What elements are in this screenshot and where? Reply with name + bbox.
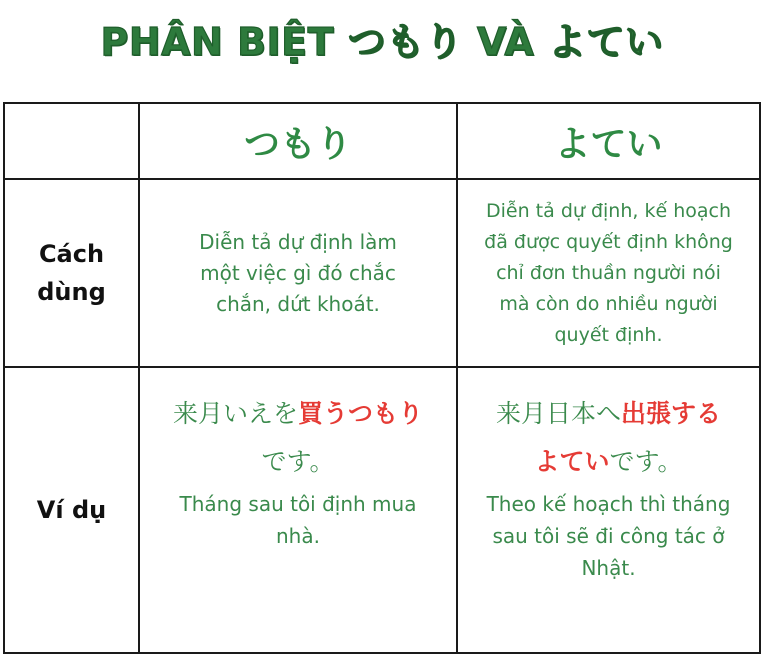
usage-yotei-line: chỉ đơn thuần người nói bbox=[496, 261, 721, 284]
example-yotei-vi-line: sau tôi sẽ đi công tác ở bbox=[492, 524, 725, 548]
usage-tsumori-line: chắn, dứt khoát. bbox=[216, 291, 380, 316]
usage-tsumori-line: một việc gì đó chắc bbox=[200, 260, 396, 285]
usage-yotei-line: quyết định. bbox=[554, 323, 663, 346]
row-label-example bbox=[5, 368, 140, 652]
example-tsumori-cell bbox=[140, 368, 458, 652]
row-label-usage-line2: dùng bbox=[37, 278, 106, 306]
example-tsumori-translation bbox=[180, 488, 417, 552]
example-tsumori-jp-text: 来月いえを bbox=[172, 399, 298, 428]
example-tsumori-vi-line: Tháng sau tôi định mua bbox=[179, 492, 417, 516]
usage-yotei-line: mà còn do nhiều người bbox=[499, 292, 718, 315]
column-header-tsumori-label: つもり bbox=[243, 123, 352, 165]
column-header-tsumori bbox=[140, 104, 458, 180]
example-tsumori-jp-ending: です。 bbox=[261, 447, 335, 476]
comparison-table bbox=[3, 102, 761, 654]
usage-yotei-line: đã được quyết định không bbox=[484, 230, 733, 253]
example-yotei-vi-line: Nhật. bbox=[581, 556, 636, 580]
example-tsumori-japanese bbox=[173, 390, 423, 486]
usage-tsumori-line: Diễn tả dự định làm bbox=[199, 229, 397, 254]
header-empty-cell bbox=[5, 104, 140, 180]
example-yotei-japanese bbox=[496, 390, 721, 486]
usage-yotei-cell bbox=[458, 180, 759, 368]
usage-yotei-line: Diễn tả dự định, kế hoạch bbox=[486, 199, 731, 222]
example-yotei-jp-highlight: 出張する bbox=[621, 399, 722, 428]
row-label-example-text: Ví dụ bbox=[36, 496, 107, 524]
example-yotei-vi-line: Theo kế hoạch thì tháng bbox=[486, 492, 731, 516]
example-yotei-cell bbox=[458, 368, 759, 652]
column-header-yotei bbox=[458, 104, 759, 180]
example-yotei-jp-highlight: よてい bbox=[534, 447, 610, 476]
example-tsumori-jp-highlight: 買うつもり bbox=[298, 399, 424, 428]
example-yotei-jp-ending: です。 bbox=[609, 447, 683, 476]
page-title: PHÂN BIỆT つもり VÀ よてい bbox=[100, 20, 664, 64]
example-tsumori-vi-line: nhà. bbox=[276, 524, 320, 548]
column-header-yotei-label: よてい bbox=[554, 123, 663, 165]
usage-tsumori-cell bbox=[140, 180, 458, 368]
example-yotei-translation bbox=[487, 488, 731, 584]
row-label-usage bbox=[5, 180, 140, 368]
row-label-usage-line1: Cách bbox=[38, 240, 105, 268]
example-yotei-jp-text: 来月日本へ bbox=[495, 399, 621, 428]
